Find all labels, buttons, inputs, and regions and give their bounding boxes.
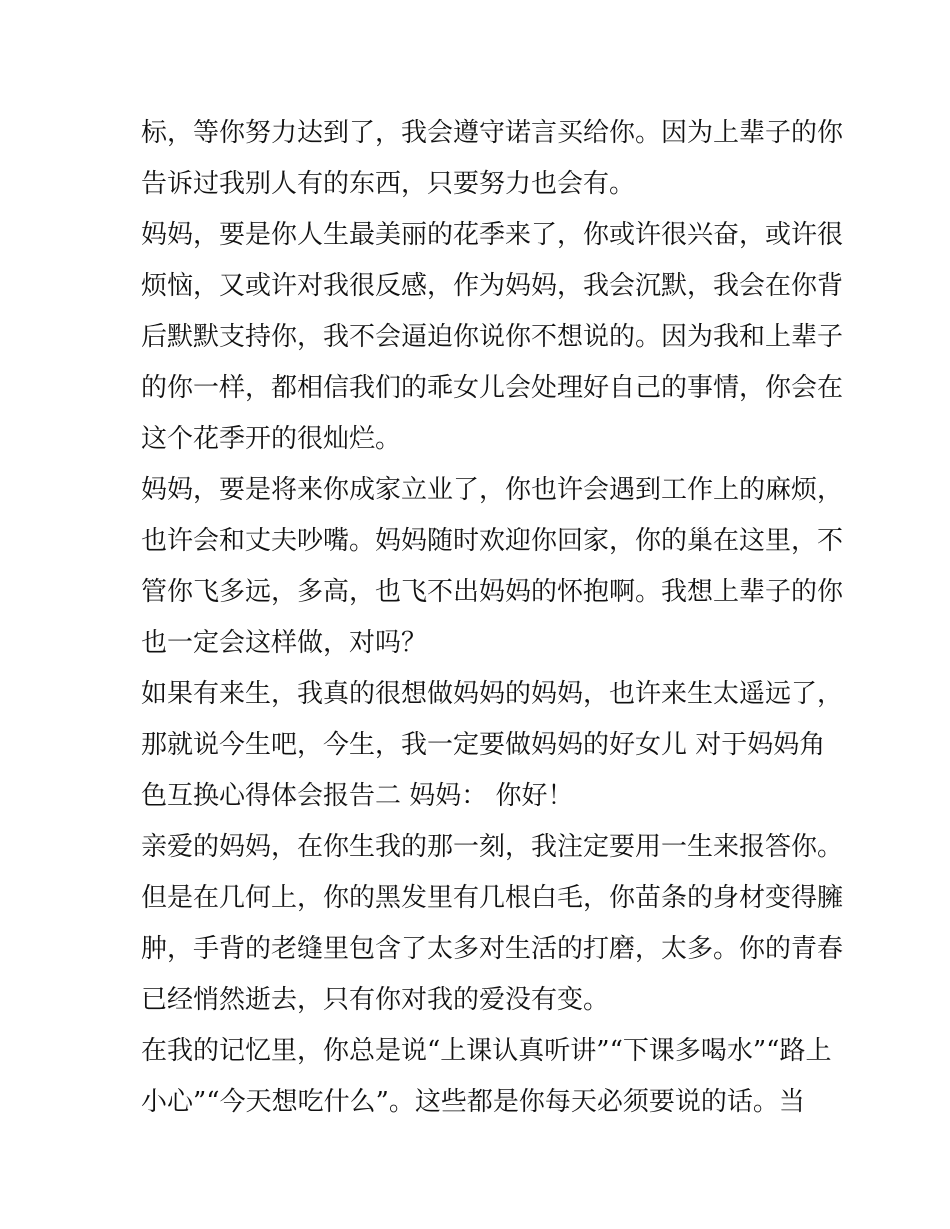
body-text [141, 108, 844, 1128]
text-line: 但是在几何上，你的黑发里有几根白毛，你苗条的身材变得臃 [141, 883, 844, 913]
text-line: 妈妈，要是你人生最美丽的花季来了，你或许很兴奋，或许很 [141, 220, 844, 250]
text-line: 已经悄然逝去，只有你对我的爱没有变。 [141, 985, 610, 1015]
text-line: 告诉过我别人有的东西，只要努力也会有。 [141, 169, 636, 199]
text-line: 也许会和丈夫吵嘴。妈妈随时欢迎你回家，你的巢在这里，不 [141, 526, 844, 556]
text-line: 烦恼，又或许对我很反感，作为妈妈，我会沉默，我会在你背 [141, 271, 844, 301]
text-line: 管你飞多远，多高，也飞不出妈妈的怀抱啊。我想上辈子的你 [141, 577, 844, 607]
text-line: 也一定会这样做，对吗？ [141, 628, 428, 658]
text-line: 色互换心得体会报告二 妈妈： 你好！ [141, 781, 574, 811]
text-line: 后默默支持你，我不会逼迫你说你不想说的。因为我和上辈子 [141, 322, 844, 352]
text-line: 的你一样，都相信我们的乖女儿会处理好自己的事情，你会在 [141, 373, 844, 403]
text-line: 这个花季开的很灿烂。 [141, 424, 402, 454]
text-line: 那就说今生吧，今生，我一定要做妈妈的好女儿 对于妈妈角 [141, 730, 826, 760]
text-line: 小心”“今天想吃什么”。这些都是你每天必须要说的话。当 [141, 1087, 805, 1117]
text-line: 标，等你努力达到了，我会遵守诺言买给你。因为上辈子的你 [141, 118, 844, 148]
text-line: 妈妈，要是将来你成家立业了，你也许会遇到工作上的麻烦， [141, 475, 844, 505]
text-line: 肿，手背的老缝里包含了太多对生活的打磨，太多。你的青春 [141, 934, 844, 964]
text-line: 如果有来生，我真的很想做妈妈的妈妈，也许来生太遥远了， [141, 679, 844, 709]
text-line: 亲爱的妈妈，在你生我的那一刻，我注定要用一生来报答你。 [141, 832, 844, 862]
text-line: 在我的记忆里，你总是说“上课认真听讲”“下课多喝水”“路上 [141, 1036, 832, 1066]
